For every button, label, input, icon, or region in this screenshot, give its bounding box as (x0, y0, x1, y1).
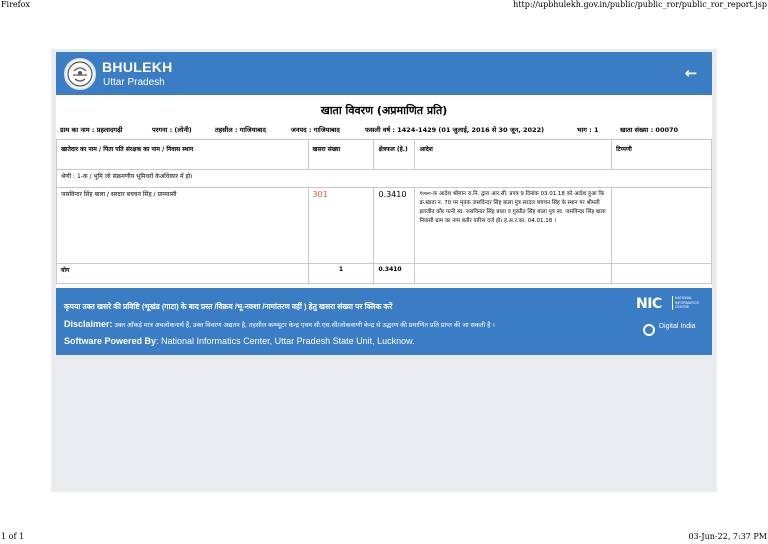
back-arrow-icon[interactable]: ← (684, 64, 698, 82)
disclaimer-text: उक्त आँकड़े मात्र अवलोकनार्थ हैं, उक्त विवरण अद्यतन है, तहसील कम्प्यूटर केन्द्र एवम सी.एस.सी/लोकवाणी केन्द्र से उद्धरण की प्रमाणित प्रति प्राप्त की जा सकती है । (112, 322, 495, 329)
report-meta (60, 125, 708, 137)
powered-by (64, 336, 415, 346)
total-row (57, 264, 712, 284)
bhulekh-banner (56, 52, 712, 95)
total-label: योग (57, 264, 309, 284)
print-header (0, 0, 768, 12)
col-area: क्षेत्रफल (हे.) (374, 140, 415, 170)
brand-title: BHULEKH (102, 59, 173, 75)
print-timestamp: 03-Jun-22, 7:37 PM (688, 532, 767, 541)
owner-cell: जसविन्दर सिंह बाला / सरदार बचचन सिंह / ग्रामवासी (57, 188, 309, 264)
fasli-year: फसली वर्ष : 1424-1429 (01 जुलाई, 2016 से 30 जून, 2022) (365, 126, 545, 134)
nic-logo-text: NIC (636, 296, 662, 312)
col-owner: खातेदार का नाम / पिता पति संरक्षक का नाम / निवास स्थान (57, 140, 309, 170)
col-aadesh: आदेश (415, 140, 612, 170)
nic-logo-icon (636, 296, 706, 314)
tehsil: तहसील : गाजियाबाद (215, 126, 266, 134)
total-empty-2 (612, 264, 712, 284)
remarks-cell (612, 188, 712, 264)
print-footer (0, 532, 768, 544)
report-panel (51, 49, 717, 492)
khata-report (56, 95, 712, 288)
table-row (57, 188, 712, 264)
shreni-label: श्रेणी : 1-क / भूमि जो संक्रमणीय भूमिधरों केअधिकार में हो। (57, 170, 712, 188)
bhag: भाग : 1 (577, 126, 599, 134)
powered-by-label: Software Powered By (64, 336, 157, 346)
browser-name: Firefox (1, 0, 30, 9)
total-empty-1 (415, 264, 612, 284)
footer-band (56, 288, 712, 355)
khata-number: खाता संख्या : 00070 (620, 126, 679, 134)
col-khasra: खसरा संख्या (308, 140, 374, 170)
table-header-row (57, 140, 712, 170)
report-title: खाता विवरण (अप्रमाणित प्रति) (320, 104, 448, 117)
area-cell: 0.3410 (374, 188, 415, 264)
khasra-link[interactable]: 301 (308, 188, 374, 264)
shreni-row (57, 170, 712, 188)
powered-by-text: : National Informatics Center, Uttar Pradesh State Unit, Lucknow. (156, 336, 415, 346)
page-count: 1 of 1 (1, 532, 25, 541)
up-govt-emblem-icon (64, 58, 96, 90)
digital-india-mark-icon (643, 324, 655, 336)
brand-subtitle: Uttar Pradesh (103, 77, 165, 88)
village-name: ग्राम का नाम : प्रहलादगढ़ी (60, 126, 123, 134)
page-url: http://upbhulekh.gov.in/public/public_ror/public_ror_report.jsp (513, 0, 767, 9)
col-remarks: टिप्पणी (612, 140, 712, 170)
digital-india-text: Digital India (659, 323, 696, 330)
nic-full-name: NATIONAL INFORMATICS CENTRE (672, 296, 708, 310)
total-area: 0.3410 (374, 264, 415, 284)
district: जनपद : गाजियाबाद (291, 126, 340, 134)
pargana: परगना : (लोनी) (152, 126, 192, 134)
digital-india-logo-icon (643, 317, 703, 347)
total-count: 1 (308, 264, 374, 284)
khata-table (56, 139, 712, 284)
disclaimer-label: Disclaimer: (64, 319, 113, 329)
aadesh-cell: १०७०-क आदेश श्रीमान रा.नि. द्वारा आर.सी. प्रपत्र 9 दिनांक 03.01.18 को आदेश हुआ कि क्र.खाता न. 70 पर मृतक जसविन्दर सिंह बाला पुत्र सरदार बचचन सिंह के स्थान पर श्रीमती इलजीत कौर पत्नी स्व. जसविन्दर सिंह बाला व गुरप्रीत सिंह बाला पुत्र स्व. जसविन्दर सिंह बाला निवासी ग्राम का नाम बतौर वारिस दर्ज हो। ह.अ.र.का. 04.01.18 । (415, 188, 612, 264)
disclaimer (64, 319, 495, 329)
khasra-click-instruction[interactable]: कृपया उक्त खसरे की प्रविष्टि (भूखंड (गाटा) के बाद प्रस्त /विक्रय /भू-नक्शा /नामांतरण वहीं ) हेतु खसरा संख्या पर क्लिक करें (64, 302, 393, 311)
